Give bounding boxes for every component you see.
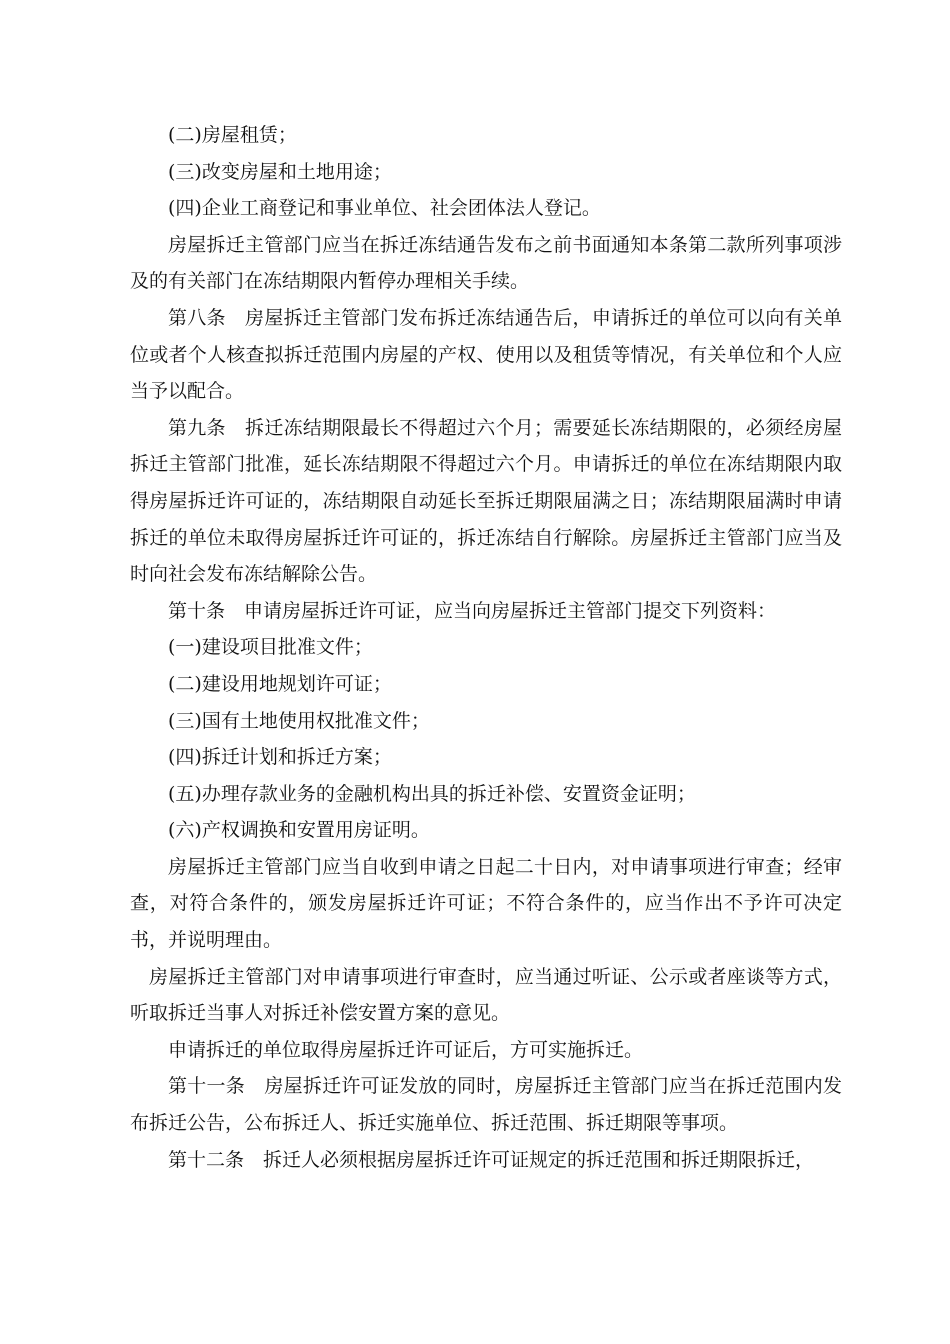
paragraph-hearing: 房屋拆迁主管部门对申请事项进行审查时，应当通过听证、公示或者座谈等方式，听取拆迁当事人对拆迁补偿安置方案的意见。 xyxy=(130,965,842,1025)
paragraph-article-10-item-5: (五)办理存款业务的金融机构出具的拆迁补偿、安置资金证明； xyxy=(168,782,696,805)
paragraph-item-2: (二)房屋租赁； xyxy=(168,124,297,146)
paragraph-article-10-item-4: (四)拆迁计划和拆迁方案； xyxy=(168,746,392,769)
paragraph-article-10-item-6: (六)产权调换和安置用房证明。 xyxy=(168,819,430,842)
paragraph-article-10-item-3: (三)国有土地使用权批准文件； xyxy=(168,709,430,732)
document-body xyxy=(130,117,842,1178)
paragraph-article-8: 第八条 房屋拆迁主管部门发布拆迁冻结通告后，申请拆迁的单位可以向有关单位或者个人核查拟拆迁范围内房屋的产权、使用以及租赁等情况，有关单位和个人应当予以配合。 xyxy=(130,306,842,403)
paragraph-article-10-item-2: (二)建设用地规划许可证； xyxy=(168,672,392,695)
paragraph-article-11: 第十一条 房屋拆迁许可证发放的同时，房屋拆迁主管部门应当在拆迁范围内发布拆迁公告，公布拆迁人、拆迁实施单位、拆迁范围、拆迁期限等事项。 xyxy=(130,1075,842,1135)
paragraph-item-4: (四)企业工商登记和事业单位、社会团体法人登记。 xyxy=(168,197,601,220)
paragraph-article-10-item-1: (一)建设项目批准文件； xyxy=(168,636,373,659)
paragraph-implementation: 申请拆迁的单位取得房屋拆迁许可证后，方可实施拆迁。 xyxy=(168,1038,644,1061)
paragraph-review-period: 房屋拆迁主管部门应当自收到申请之日起二十日内，对申请事项进行审查；经审查，对符合条件的，颁发房屋拆迁许可证；不符合条件的，应当作出不予许可决定书，并说明理由。 xyxy=(130,855,842,952)
paragraph-article-10: 第十条 申请房屋拆迁许可证，应当向房屋拆迁主管部门提交下列资料： xyxy=(168,599,777,622)
paragraph-notify-departments: 房屋拆迁主管部门应当在拆迁冻结通告发布之前书面通知本条第二款所列事项涉及的有关部门在冻结期限内暂停办理相关手续。 xyxy=(130,233,842,293)
paragraph-article-9: 第九条 拆迁冻结期限最长不得超过六个月；需要延长冻结期限的，必须经房屋拆迁主管部门批准，延长冻结期限不得超过六个月。申请拆迁的单位在冻结期限内取得房屋拆迁许可证的，冻结期限自动延长至拆迁期限届满之日；冻结期限届满时申请拆迁的单位未取得房屋拆迁许可证的，拆迁冻结自行解除。房屋拆迁主管部门应当及时向社会发布冻结解除公告。 xyxy=(130,416,842,586)
paragraph-item-3: (三)改变房屋和土地用途； xyxy=(168,160,392,183)
paragraph-article-12: 第十二条 拆迁人必须根据房屋拆迁许可证规定的拆迁范围和拆迁期限拆迁， xyxy=(168,1148,815,1171)
